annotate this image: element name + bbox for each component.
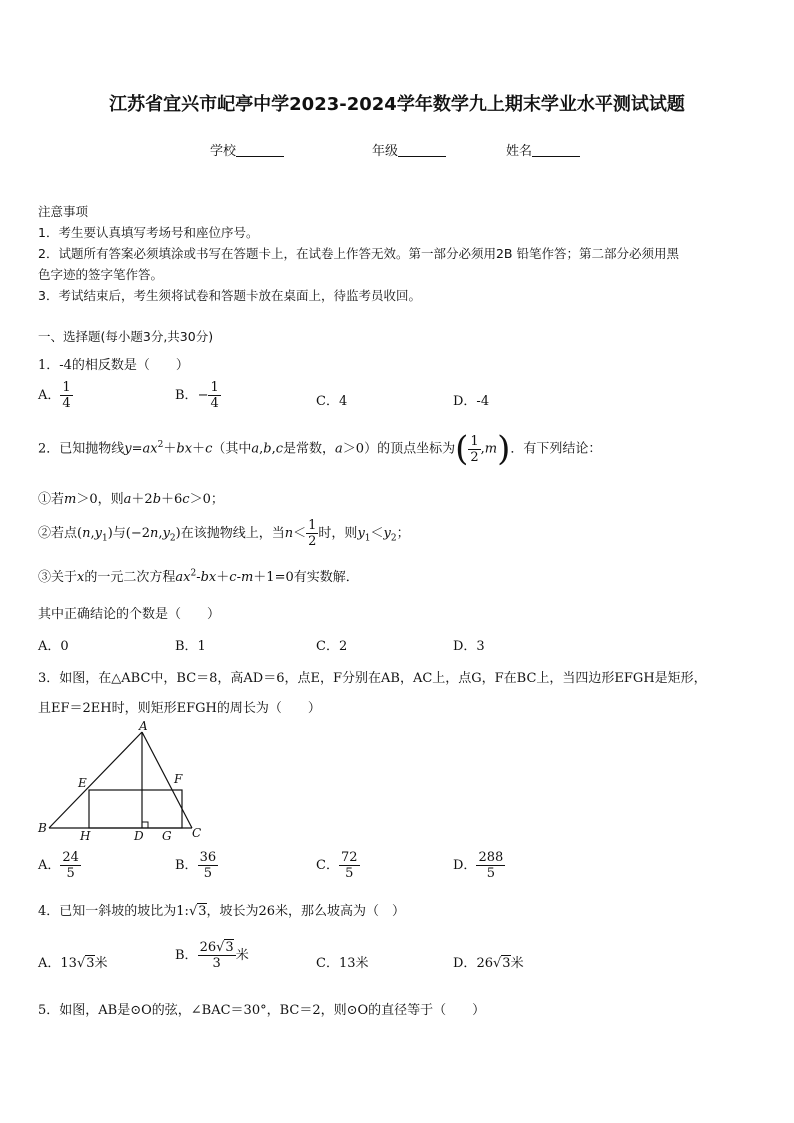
q3-stem-line2: 且EF＝2EH时，则矩形EFGH的周长为（ ） <box>38 701 321 716</box>
label-b: B <box>38 821 47 835</box>
side-ab <box>49 732 142 828</box>
q3-option-d[interactable]: D． $\frac{288}{5}$ <box>453 850 504 881</box>
name-blank[interactable] <box>532 142 580 157</box>
q4-option-a[interactable]: A．13√3米 <box>38 956 108 971</box>
label-g: G <box>162 829 172 843</box>
school-label: 学校 <box>210 144 237 159</box>
grade-blank[interactable] <box>398 142 446 157</box>
q2-option-a[interactable]: A．0 <box>38 639 69 654</box>
rectangle-efgh <box>89 790 182 828</box>
q4-option-c[interactable]: C．13米 <box>316 956 369 971</box>
label-e: E <box>78 776 87 790</box>
q1-stem: 1．-4的相反数是（ ） <box>38 358 189 373</box>
school-field[interactable] <box>210 140 284 159</box>
page-title: 江苏省宜兴市屺亭中学2023-2024学年数学九上期末学业水平测试试题 <box>109 94 685 115</box>
q5-stem: 5．如图，AB是⊙O的弦，∠BAC＝30°，BC＝2，则⊙O的直径等于（ ） <box>38 1003 486 1018</box>
q1-option-b[interactable] <box>175 380 221 411</box>
note-item: 1．考生要认真填写考场号和座位序号。 <box>38 225 259 240</box>
q3-option-c[interactable]: C． $\frac{72}{5}$ <box>316 850 358 881</box>
label-h: H <box>80 829 91 843</box>
option-label: A． <box>38 388 61 403</box>
name-field[interactable] <box>506 140 580 159</box>
label-c: C <box>192 826 202 840</box>
label-d: D <box>134 829 144 843</box>
q4-option-b[interactable]: B． $\frac{26√3}{3}$ 米 <box>175 940 249 971</box>
q2-conclusion-3: ③关于x的一元二次方程$ax^2-bx+c-m+1=0$有实数解． <box>38 568 359 585</box>
right-angle-mark <box>142 822 148 828</box>
triangle-figure <box>34 718 214 846</box>
q1-option-d[interactable]: D．-4 <box>453 394 490 409</box>
fraction: $\frac{1}{4}$ <box>210 380 219 411</box>
q2-stem: 2．已知抛物线$y=ax^2+bx+c$（其中a,b,c是常数，a＞0）的顶点坐标为( $\frac{1}{2}$ ,m)．有下列结论： <box>38 429 602 469</box>
q3-option-a[interactable]: A． $\frac{24}{5}$ <box>38 850 79 881</box>
q2-option-b[interactable]: B．1 <box>175 639 206 654</box>
grade-label: 年级 <box>372 144 399 159</box>
q2-question: 其中正确结论的个数是（ ） <box>38 607 221 622</box>
minus-sign: − <box>197 388 209 403</box>
q2-option-d[interactable]: D．3 <box>453 639 485 654</box>
note-item: 2．试题所有答案必须填涂或书写在答题卡上，在试卷上作答无效。第一部分必须用2B 铅笔作答；第二部分必须用黑 <box>38 246 679 261</box>
option-label: B． <box>175 388 198 403</box>
school-blank[interactable] <box>236 142 284 157</box>
label-f: F <box>174 772 183 786</box>
fraction: $\frac{1}{4}$ <box>62 380 71 411</box>
q4-option-d[interactable]: D．26√3米 <box>453 956 524 971</box>
q1-option-c[interactable]: C．4 <box>316 394 348 409</box>
name-label: 姓名 <box>506 144 533 159</box>
q3-stem-line1: 3．如图，在△ABC中，BC＝8，高AD＝6，点E，F分别在AB，AC上，点G，F在BC上，当四边形EFGH是矩形， <box>38 671 707 686</box>
note-item: 色字迹的签字笔作答。 <box>38 267 164 282</box>
q2-option-c[interactable]: C．2 <box>316 639 348 654</box>
section-heading: 一、选择题(每小题3分,共30分) <box>38 329 214 344</box>
q1-option-a[interactable] <box>38 380 73 411</box>
notes-heading: 注意事项 <box>38 204 89 219</box>
q3-option-b[interactable]: B． $\frac{36}{5}$ <box>175 850 217 881</box>
q4-stem: 4．已知一斜坡的坡比为1:√3，坡长为26米，那么坡高为（ ） <box>38 904 406 919</box>
q2-conclusion-1: ①若m＞0，则a＋2b＋6c＞0； <box>38 492 224 507</box>
side-ac <box>142 732 192 828</box>
note-item: 3．考试结束后，考生须将试卷和答题卡放在桌面上，待监考员收回。 <box>38 288 421 303</box>
q2-conclusion-2: ②若点$(n,y_1)$与$(-2n,y_2)$在该抛物线上，当n＜ $\frac{1}{2}$ 时，则$y_1<y_2$； <box>38 518 410 549</box>
grade-field[interactable] <box>372 140 446 159</box>
label-a: A <box>139 719 148 733</box>
